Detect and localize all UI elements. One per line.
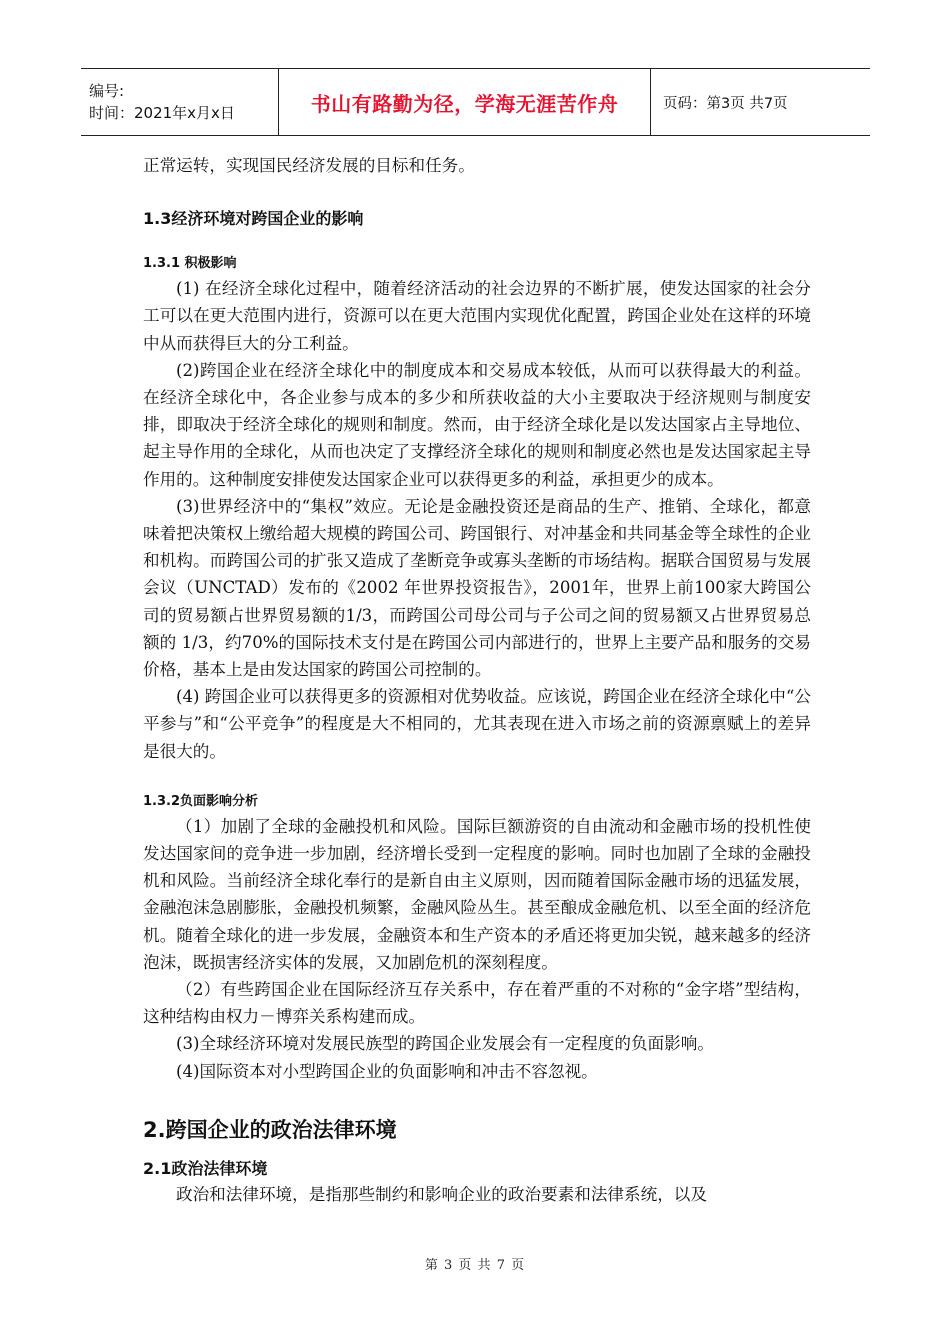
positive-effect-1: (1) 在经济全球化过程中，随着经济活动的社会边界的不断扩展，使发达国家的社会分工可以在更大范围内进行，资源可以在更大范围内实现优化配置，跨国企业处在这样的环境中从而获得巨大的分工利益。: [143, 279, 811, 353]
header-page-info: 页码：第3页 共7页: [663, 95, 788, 112]
section-1-3-heading: 1.3经济环境对跨国企业的影响: [143, 209, 364, 229]
document-body: [143, 152, 811, 1208]
section-1-3-1-heading: 1.3.1 积极影响: [143, 256, 237, 272]
header-motto: 书山有路勤为径，学海无涯苦作舟: [279, 69, 651, 135]
document-number-label: 编号:: [89, 82, 125, 100]
negative-effect-2: （2）有些跨国企业在国际经济互存关系中，存在着严重的不对称的“金字塔”型结构，这种结构由权力－博弈关系构建而成。: [143, 980, 811, 1027]
header-table: [81, 68, 870, 136]
page-footer: 第 3 页 共 7 页: [424, 1258, 526, 1273]
document-date: 时间：2021年x月x日: [89, 104, 235, 122]
negative-effect-4: (4)国际资本对小型跨国企业的负面影响和冲击不容忽视。: [176, 1061, 598, 1081]
continuation-paragraph: 正常运转，实现国民经济发展的目标和任务。: [143, 156, 475, 175]
section-1-3-2-heading: 1.3.2负面影响分析: [143, 793, 259, 809]
header-meta: [81, 69, 279, 135]
positive-effect-2: (2)跨国企业在经济全球化中的制度成本和交易成本较低，从而可以获得最大的利益。在经济全球化中，各企业参与成本的多少和所获收益的大小主要取决于经济规则与制度安排，即取决于经济全球化的规则和制度。然而，由于经济全球化是以发达国家占主导地位、起主导作用的全球化，从而也决定了支撑经济全球化的规则和制度必然也是发达国家起主导作用的。这种制度安排使发达国家企业可以获得更多的利益，承担更少的成本。: [143, 360, 811, 489]
section-2-1-heading: 2.1政治法律环境: [143, 1158, 268, 1178]
negative-effect-1: （1）加剧了全球的金融投机和风险。国际巨额游资的自由流动和金融市场的投机性使发达国家间的竞争进一步加剧，经济增长受到一定程度的影响。同时也加剧了全球的金融投机和风险。当前经济全球化奉行的是新自由主义原则，因而随着国际金融市场的迅猛发展，金融泡沫急剧膨胀，金融投机频繁，金融风险丛生。甚至酿成金融危机、以至全面的经济危机。随着全球化的进一步发展，金融资本和生产资本的矛盾还将更加尖锐，越来越多的经济泡沫，既损害经济实体的发展，又加剧危机的深刻程度。: [143, 816, 811, 972]
chapter-2-heading: 2.跨国企业的政治法律环境: [143, 1117, 397, 1142]
positive-effect-3: (3)世界经济中的“集权”效应。无论是金融投资还是商品的生产、推销、全球化，都意味着把决策权上缴给超大规模的跨国公司、跨国银行、对冲基金和共同基金等全球性的企业和机构。而跨国公司的扩张又造成了垄断竞争或寡头垄断的市场结构。据联合国贸易与发展会议（UNCTAD）发布的《2002 年世界投资报告》，2001年，世界上前100家大跨国公司的贸易额占世界贸易额的1/3，而跨国公司母公司与子公司之间的贸易额又占世界贸易总额的 1/3，约70%的国际技术支付是在跨国公司内部进行的，世界上主要产品和服务的交易价格，基本上是由发达国家的跨国公司控制的。: [143, 496, 811, 680]
negative-effect-3: (3)全球经济环境对发展民族型的跨国企业发展会有一定程度的负面影响。: [176, 1034, 714, 1054]
positive-effect-4: (4) 跨国企业可以获得更多的资源相对优势收益。应该说，跨国企业在经济全球化中“公平参与”和“公平竞争”的程度是大不相同的，尤其表现在进入市场之前的资源禀赋上的差异是很大的。: [143, 687, 811, 761]
section-2-1-paragraph: 政治和法律环境，是指那些制约和影响企业的政治要素和法律系统，以及: [176, 1184, 707, 1204]
